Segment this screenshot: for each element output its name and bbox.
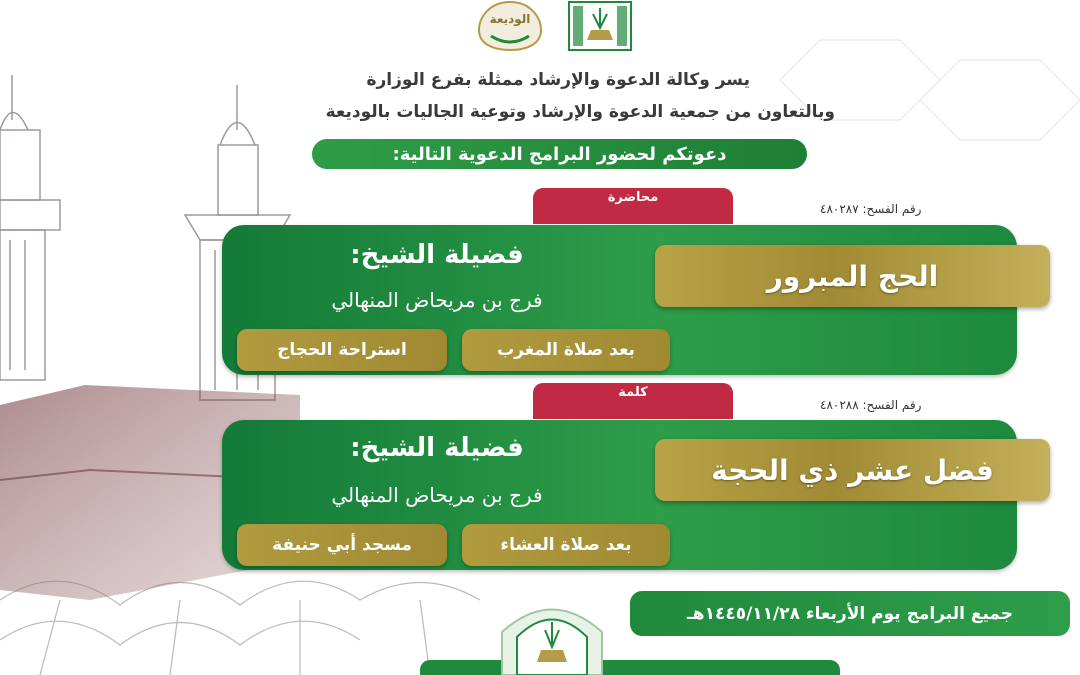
header-line-1: يسر وكالة الدعوة والإرشاد ممثلة بفرع الوزارة — [366, 70, 750, 90]
permit-number: رقم الفسح: ٤٨٠٢٨٨ — [820, 398, 922, 412]
association-logo — [470, 0, 550, 52]
sheikh-name: فرج بن مريحاض المنهالي — [331, 288, 543, 312]
program-type-tab: كلمة — [533, 383, 733, 419]
header-line-2: وبالتعاون من جمعية الدعوة والإرشاد وتوعية الجاليات بالوديعة — [325, 102, 835, 122]
program-title: الحج المبرور — [655, 245, 1050, 307]
association-emblem-icon — [471, 0, 549, 52]
ministry-arch-emblem-icon — [497, 592, 607, 675]
sheikh-label: فضيلة الشيخ: — [350, 240, 524, 270]
program-location: مسجد أبي حنيفة — [237, 524, 447, 566]
date-banner: جميع البرامج يوم الأربعاء ١٤٤٥/١١/٢٨هـ — [630, 591, 1070, 636]
association-logo-text: الوديعة — [489, 12, 531, 26]
bottom-band — [420, 660, 840, 675]
permit-number: رقم الفسح: ٤٨٠٢٨٧ — [820, 202, 922, 216]
program-time: بعد صلاة المغرب — [462, 329, 670, 371]
program-time: بعد صلاة العشاء — [462, 524, 670, 566]
program-type-tab: محاضرة — [533, 188, 733, 224]
invite-banner: دعوتكم لحضور البرامج الدعوية التالية: — [312, 139, 807, 169]
ministry-logo — [560, 0, 640, 52]
program-title: فضل عشر ذي الحجة — [655, 439, 1050, 501]
sheikh-name: فرج بن مريحاض المنهالي — [331, 483, 543, 507]
sheikh-label: فضيلة الشيخ: — [350, 433, 524, 463]
program-location: استراحة الحجاج — [237, 329, 447, 371]
ministry-emblem-icon — [563, 0, 637, 52]
